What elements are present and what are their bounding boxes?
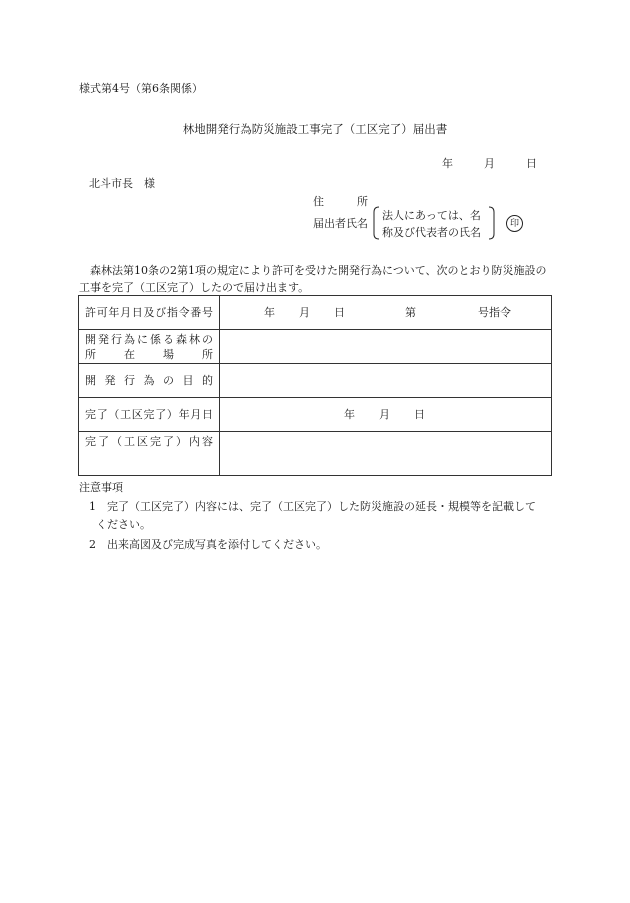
- applicant-note-line2: 称及び代表者の氏名: [382, 226, 481, 239]
- purpose-value[interactable]: [220, 364, 552, 398]
- seal-icon: 印: [506, 215, 523, 232]
- completion-date-value[interactable]: [220, 398, 552, 432]
- table-row: [79, 330, 552, 364]
- completion-content-value[interactable]: [220, 432, 552, 476]
- date-day: 日: [526, 157, 537, 170]
- applicant-note-line1: 法人にあっては、名: [382, 209, 481, 222]
- permit-day: 日: [334, 306, 345, 319]
- completion-year: 年: [344, 408, 355, 421]
- forest-location-label-line1: 開発行為に係る森林の: [85, 332, 213, 346]
- completion-content-label-text: 完了（工区完了）内容: [85, 435, 213, 448]
- permit-go: 号指令: [478, 306, 511, 319]
- document-title: 林地開発行為防災施設工事完了（工区完了）届出書: [182, 122, 448, 136]
- completion-date-label: 完了（工区完了）年月日: [79, 398, 220, 432]
- applicant-name-label: 届出者氏名: [313, 217, 368, 230]
- address-label: 住 所: [313, 195, 368, 208]
- permit-dai: 第: [405, 306, 416, 319]
- notes-title: 注意事項: [79, 481, 123, 494]
- permit-month: 月: [299, 306, 310, 319]
- permit-value[interactable]: [220, 296, 552, 330]
- table-row: [79, 432, 552, 476]
- permit-label: 許可年月日及び指令番号: [79, 296, 220, 330]
- forest-location-value[interactable]: [220, 330, 552, 364]
- date-month: 月: [484, 157, 495, 170]
- permit-year: 年: [264, 306, 275, 319]
- date-line: [442, 155, 537, 171]
- note-item-1-continued: ください。: [96, 518, 151, 531]
- date-year: 年: [442, 157, 453, 170]
- completion-content-label: [79, 432, 220, 476]
- body-sentence: 森林法第10条の2第1項の規定により許可を受けた開発行為について、次のとおり防災施設の工事を完了（工区完了）したので届け出ます。: [79, 264, 547, 294]
- completion-day: 日: [414, 408, 425, 421]
- form-table: [78, 295, 552, 476]
- completion-month: 月: [379, 408, 390, 421]
- note-item-2: 2 出来高図及び完成写真を添付してください。: [89, 538, 327, 551]
- table-row: [79, 364, 552, 398]
- table-row: [79, 296, 552, 330]
- form-number: 様式第4号（第6条関係）: [79, 82, 203, 95]
- body-text: [79, 262, 554, 296]
- forest-location-label-line2: 所 在 場 所: [85, 347, 213, 361]
- addressee: 北斗市長 様: [89, 177, 155, 190]
- purpose-label: 開発行為の目的: [79, 364, 220, 398]
- note-item-1: 1 完了（工区完了）内容には、完了（工区完了）した防災施設の延長・規模等を記載して: [89, 500, 536, 513]
- table-row: [79, 398, 552, 432]
- forest-location-label: [79, 330, 220, 364]
